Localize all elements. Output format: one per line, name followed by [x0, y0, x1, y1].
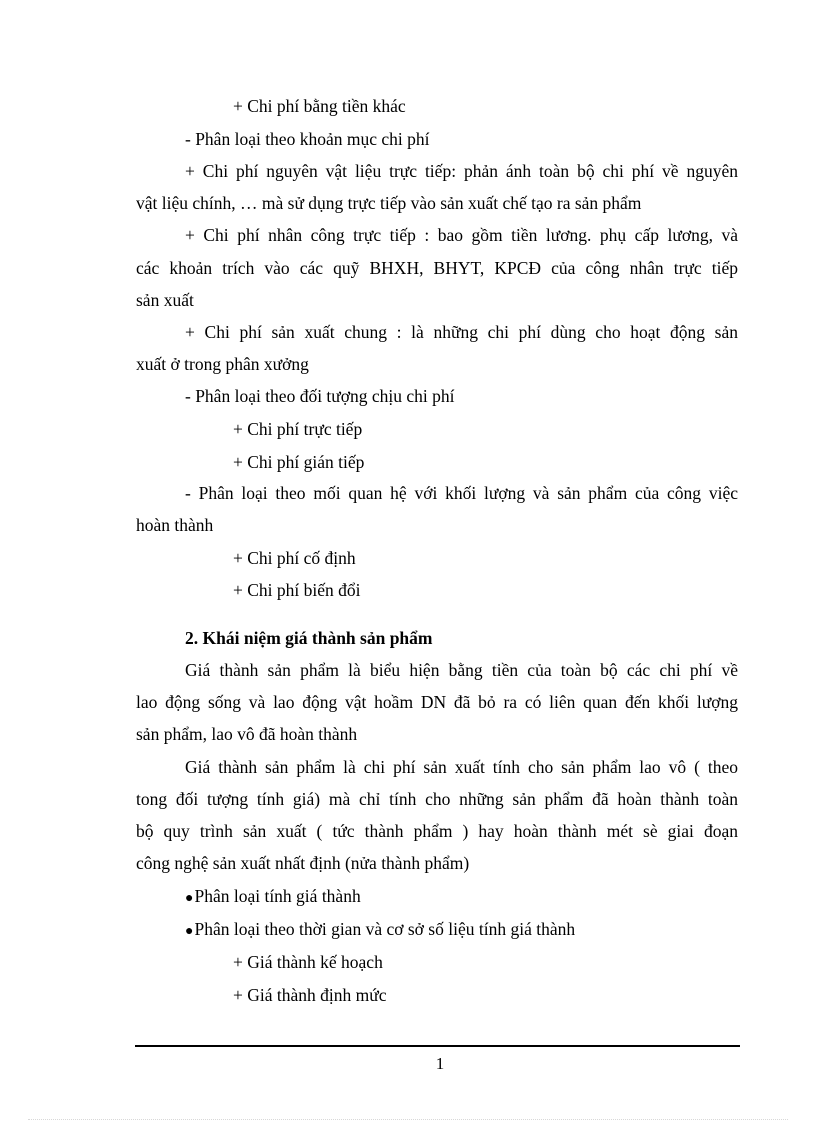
- bullet-item: [185, 918, 575, 943]
- text-line: bộ quy trình sản xuất ( tức thành phẩm ) hay hoàn thành mét sè giai đoạn: [136, 821, 738, 841]
- text-line: - Phân loại theo mối quan hệ với khối lượng và sản phẩm của công việc: [185, 483, 738, 503]
- text-line: sản xuất: [136, 290, 194, 310]
- text-line: Giá thành sản phẩm là chi phí sản xuất tính cho sản phẩm lao vô ( theo: [185, 757, 738, 777]
- bullet-item: [185, 885, 361, 910]
- text-line: - Phân loại theo khoản mục chi phí: [185, 129, 430, 149]
- text-line: công nghệ sản xuất nhất định (nửa thành phẩm): [136, 853, 470, 873]
- text-line: lao động sống và lao động vật hoầm DN đã bỏ ra có liên quan đến khối lượng: [136, 692, 738, 712]
- text-line: + Chi phí biến đổi: [233, 580, 361, 600]
- footer-rule: [135, 1045, 740, 1047]
- text-line: + Chi phí gián tiếp: [233, 452, 365, 472]
- text-line: tong đối tượng tính giá) mà chỉ tính cho những sản phẩm đã hoàn thành toàn: [136, 789, 738, 809]
- text-line: sản phẩm, lao vô đã hoàn thành: [136, 724, 358, 744]
- text-line: Giá thành sản phẩm là biểu hiện bằng tiền của toàn bộ các chi phí về: [185, 660, 738, 680]
- text-line: hoàn thành: [136, 515, 214, 535]
- text-line: vật liệu chính, … mà sử dụng trực tiếp vào sản xuất chế tạo ra sản phẩm: [136, 193, 642, 213]
- text-line: + Chi phí trực tiếp: [233, 419, 363, 439]
- bullet-icon: ●: [185, 924, 194, 939]
- text-line: các khoản trích vào các quỹ BHXH, BHYT, KPCĐ của công nhân trực tiếp: [136, 258, 738, 278]
- page-boundary-dotted-line: [28, 1119, 788, 1120]
- section-heading: 2. Khái niệm giá thành sản phẩm: [185, 628, 433, 648]
- bullet-text: Phân loại theo thời gian và cơ sở số liệu tính giá thành: [194, 919, 576, 939]
- bullet-icon: ●: [185, 891, 194, 906]
- text-line: + Chi phí sản xuất chung : là những chi phí dùng cho hoạt động sản: [185, 322, 738, 342]
- text-line: + Chi phí nguyên vật liệu trực tiếp: phản ánh toàn bộ chi phí về nguyên: [185, 161, 738, 181]
- text-line: xuất ở trong phân xưởng: [136, 354, 309, 374]
- text-line: + Giá thành định mức: [233, 985, 387, 1005]
- bullet-text: Phân loại tính giá thành: [194, 886, 361, 906]
- text-line: - Phân loại theo đối tượng chịu chi phí: [185, 386, 455, 406]
- text-line: + Chi phí bằng tiền khác: [233, 96, 406, 116]
- text-line: + Chi phí cố định: [233, 548, 356, 568]
- text-line: + Giá thành kế hoạch: [233, 952, 383, 972]
- page-number: 1: [435, 1054, 445, 1073]
- text-line: + Chi phí nhân công trực tiếp : bao gồm tiền lương. phụ cấp lương, và: [185, 225, 738, 245]
